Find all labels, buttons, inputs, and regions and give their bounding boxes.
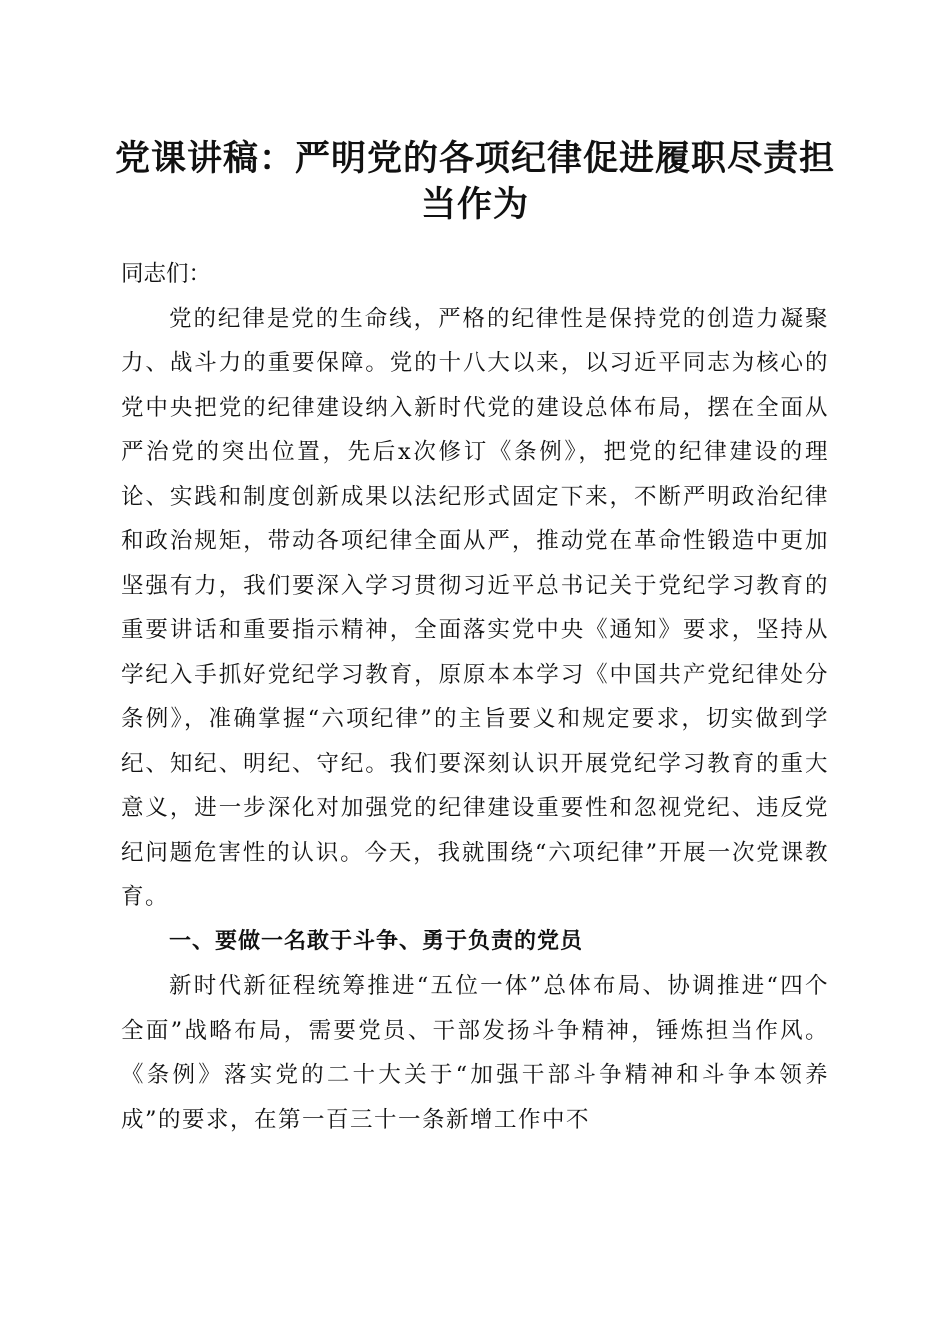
salutation: 同志们： bbox=[121, 261, 212, 287]
body-paragraph-intro: 党的纪律是党的生命线，严格的纪律性是保持党的创造力凝聚力、战斗力的重要保障。党的十八大以来，以习近平同志为核心的党中央把党的纪律建设纳入新时代党的建设总体布局，摆在全面从严治党的突出位置，先后x次修订《条例》，把党的纪律建设的理论、实践和制度创新成果以法纪形式固定下来，不断严明政治纪律和政治规矩，带动各项纪律全面从严，推动党在革命性锻造中更加坚强有力，我们要深入学习贯彻习近平总书记关于党纪学习教育的重要讲话和重要指示精神，全面落实党中央《通知》要求，坚持从学纪入手抓好党纪学习教育，原原本本学习《中国共产党纪律处分条例》，准确掌握“六项纪律”的主旨要义和规定要求，切实做到学纪、知纪、明纪、守纪。我们要深刻认识开展党纪学习教育的重大意义，进一步深化对加强党的纪律建设重要性和忽视党纪、违反党纪问题危害性的认识。今天，我就围绕“六项纪律”开展一次党课教育。 bbox=[121, 305, 829, 910]
section-heading-1: 一、要做一名敢于斗争、勇于负责的党员 bbox=[169, 928, 584, 954]
document-title: 党课讲稿：严明党的各项纪律促进履职尽责担当作为 bbox=[114, 139, 835, 225]
body-paragraph-section-1: 新时代新征程统筹推进“五位一体”总体布局、协调推进“四个全面”战略布局，需要党员、干部发扬斗争精神，锤炼担当作风。《条例》落实党的二十大关于“加强干部斗争精神和斗争本领养成”的要求，在第一百三十一条新增工作中不 bbox=[121, 973, 829, 1133]
document-body bbox=[121, 252, 829, 1142]
